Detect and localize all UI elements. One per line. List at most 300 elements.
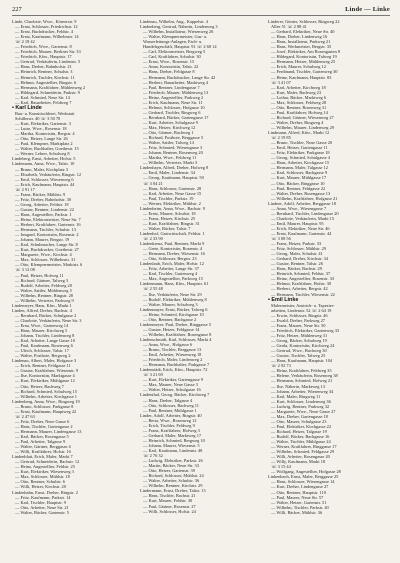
directory-entry: — Karl, Maler, Ringweg 11 xyxy=(271,393,321,399)
directory-entry: Malermeister, Anstrich- u. Tapezier- xyxy=(271,302,335,308)
directory-entry: — Walter, Postbote, Bergweg 2 xyxy=(15,353,71,359)
directory-entry: — Gerhard, Dreher, Kirchstr. 34 xyxy=(271,256,329,262)
directory-entry: — Friedrich, Wwe., Gartenstr. 8 xyxy=(15,44,72,50)
directory-entry: — Hans, Bäcker, Bachstr. 29 xyxy=(271,266,322,272)
directory-entry: — Ernst, Wwe., Rosenstr. 15 xyxy=(143,59,195,65)
business-heading: • Karl Linde xyxy=(12,104,42,111)
directory-entry: — Emil, Maurer, Hauptstr. 95 xyxy=(271,220,324,226)
directory-entry: Lindenheim, Anna, Wwe., Bachstr. 9 xyxy=(140,205,205,211)
directory-entry: — Gertrud, Wwe., Bachweg 30 xyxy=(271,348,327,354)
directory-entry: — Willi, Bäcker, Mühlstr. 36 xyxy=(271,509,323,515)
directory-entry: — Johann, Arbeiter, Wiesenweg 34 xyxy=(271,388,334,394)
directory-entry: — Gertrud, Schneiderin, Bachstr. 12 xyxy=(15,459,80,465)
directory-entry: — Hans, Maurer, Kirchweg 5 xyxy=(15,328,68,334)
directory-entry: — Franz, Kraftfahrer, Hofweg 3 xyxy=(143,427,200,433)
directory-entry: — Erich, Kaufmann, Neue Str. 11 xyxy=(143,99,203,105)
directory-entry: — Wilhelm, Kraftfahrer, Rosengasse 8 xyxy=(143,331,212,337)
directory-entry: — Kurt, Elektriker, Mühlgasse 12 xyxy=(15,378,75,384)
directory-entry: — Erich, Maurer, Schulweg 12 xyxy=(271,64,326,70)
directory-entry: — Berta, Wwe., Rosenweg 12 xyxy=(143,417,197,423)
column-3 xyxy=(268,19,390,515)
directory-entry: — Bruno, Schlosser, Parkgasse 8 xyxy=(15,403,74,409)
directory-entry: — Wilhelm, Rentner, Kirchstr. 29 xyxy=(143,483,203,489)
directory-entry: — Wilhelm, Arbeiter, Kirchgasse 1 xyxy=(15,393,77,399)
directory-entry: — Lothar, Bäcker, Marktweg 6 xyxy=(271,94,327,100)
directory-entry: Lindenstädt, Erich, Kfm., Hauptstr. 72 xyxy=(140,367,208,373)
directory-entry: — Walter, Buchhalter, Goethestr. 15 xyxy=(15,146,79,152)
directory-entry: — Walter, Maurer, Schulweg 3 xyxy=(143,301,198,307)
directory-entry: Lindenmeyer, Paul, Dreher, Ringgasse 5 xyxy=(140,321,211,327)
directory-entry: — Hermann, Buchhalter, Parkgasse 7 xyxy=(143,362,210,368)
directory-entry: Lindenblatt, Erich, Maler, Markt 7 xyxy=(12,454,73,460)
directory-entry: — Emil, Maler, Lindenstr. 34 xyxy=(143,170,195,176)
directory-entry: — Gerhard, Maler, Marktweg 17 xyxy=(143,432,202,438)
directory-entry: — Franz, Heizer, Parkstr. 33 xyxy=(271,241,322,247)
directory-entry: — Johann, Maurer, Bergstr. 19 xyxy=(15,237,70,243)
directory-entry: — Paul, Heizer, Hofweg 11 xyxy=(15,272,64,278)
directory-entry: — Hermann, Maler, Talgasse 12 xyxy=(271,165,328,171)
directory-entry: — Otto, Heizer, Lange Str. 26 xyxy=(15,136,68,142)
directory-entry: — Heinz, Kraftfahrer, Feldweg 35 xyxy=(271,368,332,374)
directory-entry: — Emil, Arbeiter, Wiesenweg 18 xyxy=(143,352,202,358)
directory-entry: — Gustav, Heizer, Feldgasse 14 xyxy=(143,326,200,332)
directory-entry: — Fritz, Schlosser, Mühlstr. 29 xyxy=(271,246,327,252)
directory-entry: — Richard, Heizer, Talgasse 19 xyxy=(271,428,327,434)
directory-entry: — Gerhard, Elektriker, Neue Str. 40 xyxy=(271,29,335,35)
directory-entry: — Hans, Dreher, Bahnhofstr. 21 xyxy=(15,64,72,70)
directory-entry: — Otto, Rentner, Schulstr. 6 xyxy=(15,479,65,485)
directory-entry: ☏ 3 41 07 xyxy=(271,79,291,85)
directory-entry: — Wilhelm, Tischler, Parkstr. 40 xyxy=(271,504,329,510)
directory-entry: — Luise, Wwe., Rosenstr. 18 xyxy=(15,126,67,132)
directory-entry: — Heinz, Angestellter, Parkweg 2 xyxy=(143,94,204,100)
directory-entry: — Wilhelm, Rentner, Ringstr. 28 xyxy=(15,292,73,298)
directory-entry: — Paul, Gärtner, Rosenstr. 27 xyxy=(143,503,196,509)
directory-entry: — Kurt, Maurer, Mühlgasse 17 xyxy=(271,175,327,181)
directory-entry: — Herbert, Kraftfahrer, Gartenstr. 16 xyxy=(15,222,81,228)
directory-entry: — Margarete, Wwe., Kirchstr. 4 xyxy=(15,252,72,258)
directory-entry: — Georg, Schmied, Schulgasse 4 xyxy=(271,155,330,161)
directory-entry: ☏ 3 12 08 xyxy=(15,267,35,273)
column-2 xyxy=(140,19,262,515)
directory-entry: — Hans, Dreher, Talgasse 4 xyxy=(143,397,193,403)
directory-entry: — Paul, Klempner, Marktplatz 2 xyxy=(15,141,73,147)
directory-entry: — Gustav, Tischler, Talweg 25 xyxy=(271,353,326,359)
directory-entry: — Johann, Tischler, Lindenweg 8 xyxy=(15,333,75,339)
directory-entry: Linkenbach, Ernst, Maler, Berggasse 25 xyxy=(268,474,339,480)
directory-entry: — Otto, Heizer, Gartenstr. 39 xyxy=(143,468,195,474)
directory-entry: — Rudolf, Bäcker, Bachgasse 16 xyxy=(271,434,330,439)
directory-entry: Bau- u. Kunsttischlerei, Werkstatt xyxy=(15,111,75,116)
directory-entry: — Paul, Arbeiter, Talgasse 9 xyxy=(15,439,66,445)
directory-entry: — Otto, Schlosser, Bachweg 11 xyxy=(143,402,199,408)
directory-entry: Lindenberg, Gertrud, Näherin, Lindenweg 3 xyxy=(140,24,218,30)
directory-entry: — Paul, Kraftfahrer, Hofweg 14 xyxy=(271,109,328,115)
directory-entry: — Werner, Lehrer, Schulweg 8 xyxy=(15,151,70,157)
directory-entry: — Erich, Elektriker, Neue Str. 46 xyxy=(271,225,330,231)
directory-entry: — Karl, Arbeiter, Lange Gasse 10 xyxy=(15,338,75,344)
directory-entry: — Gustav, Kraftfahrer, Wiesenstr. 9 xyxy=(15,368,79,374)
directory-entry: — Walter, Klempnermeister, Gas- u. xyxy=(143,34,208,40)
directory-entry: — Wilhelm, Installateur, Wiesenweg 26 xyxy=(143,29,214,35)
directory-entry: — Elisabeth, Verkäuferin, Ringstr. 12 xyxy=(15,171,82,177)
directory-entry: Lindenmayer, Ernst, Bäcker, Talweg 6 xyxy=(140,306,208,312)
directory-entry: arbeiten, Lindenstr. 52 ☏ 2 64 19 xyxy=(271,307,332,313)
directory-entry: — Fritz, Arbeiter, Lange Str. 37 xyxy=(143,266,199,272)
directory-entry: — Paul, Elektriker, Kirchgasse 22 xyxy=(271,423,332,429)
directory-entry: — Max, Heizer, Kirchweg 12 xyxy=(143,124,196,130)
directory-entry: — Hans, Tischler, Bachstr. 21 xyxy=(143,493,196,499)
directory-entry: — Otto, Bäcker, Ringgasse 10 xyxy=(271,180,325,186)
directory-entry: — Bernhard, Bäcker, Gartengasse 17 xyxy=(143,114,209,120)
directory-entry: — Willy, Kaufmann, Markt 18 xyxy=(271,459,326,465)
directory-entry: — Gustav, Rentner, Talstr. 26 xyxy=(271,261,323,267)
directory-entry: — Gertrud, Verkäuferin, Lindenstr. 5 xyxy=(15,59,81,65)
directory-entry: — Heinrich, Schmied, Bergweg 10 xyxy=(143,437,205,443)
directory-entry: — Georg, Arbeiter, Feldstr. 18 xyxy=(15,201,69,207)
directory-entry: — Otto, Schlosser, Bergstr. 23 xyxy=(143,256,197,262)
directory-entry: Lindenhayn, Alfred, Dreher, Hofweg 8 xyxy=(140,165,209,171)
directory-entry: — Ilse, Näherin, Marktweg 13 xyxy=(271,383,325,389)
directory-entry: — Carl, Elektromeister, Bergweg 5 xyxy=(143,49,206,55)
directory-entry: — Richard, Schmied, Schulweg 15 xyxy=(15,388,77,394)
directory-entry: ☏ 2 55 48 xyxy=(143,286,163,292)
directory-entry: — Willi, Heizer, Kirchstr. 20 xyxy=(15,484,66,490)
directory-entry: — Walter, Bäcker, Gartenstr. 5 xyxy=(15,509,69,515)
directory-entry: — Otto, Gärtner, Bachweg 1 xyxy=(143,130,194,136)
directory-entry: — Heinz, Schmied, Kirchgasse 10 xyxy=(143,311,204,317)
directory-entry: — Ewald, Dreher, Parkweg 27 xyxy=(271,317,325,323)
directory-entry: — Hans, Dreher, Feldgasse 8 xyxy=(143,69,195,75)
directory-entry: — Karl, Schmied, Neue Str. 14 xyxy=(15,94,70,100)
directory-entry: Lindenhahn, Ernst, Dreher, Ringstr. 2 xyxy=(12,489,78,495)
directory-entry: — Erich, Kaufmann, Hauptstr. 44 xyxy=(15,181,75,187)
page-number: 227 xyxy=(12,6,22,13)
directory-entry: Lindmann, Alfred, Kfm., Markt 12 xyxy=(268,130,330,136)
directory-entry: Handelsgeschäft, Hauptstr. 91 ☏ 2 68 14 xyxy=(143,44,217,50)
directory-entry: — Hermann, Maurer, Lindengasse 13 xyxy=(15,428,82,434)
directory-entry: — Walter, Sattler, Talweg 14 xyxy=(143,140,194,146)
directory-entry: — Paul, Maurer, Neue Str. 57 xyxy=(271,494,324,500)
directory-entry: ☏ 2 33 90 xyxy=(143,236,163,242)
directory-entry: — Werner, Elektriker, Mühlstr. 2 xyxy=(143,200,201,206)
directory-entry: — Heinz, Kaufmann, Hauptstr. 83 xyxy=(271,74,332,80)
directory-entry: — Heinz, Elektromeister, Neue Str. 7 xyxy=(15,216,81,222)
directory-entry: — Helmut, Kraftfahrer, Hofstr. 30 xyxy=(271,281,332,287)
directory-entry: — Karl, Schuhmacher, Lange Str. 8 xyxy=(15,242,78,248)
directory-entry: — Franz, Bäcker, Mühlstr. 9 xyxy=(15,191,66,197)
column-1 xyxy=(12,19,134,515)
directory-entry: — Hermann, Buchdrucker, Lange Str. 42 xyxy=(143,74,216,80)
directory-entry: Lindemeyer, Hans, Kfm., Markt 1 xyxy=(12,302,72,308)
directory-entry: — Heinrich, Tischler, Kirchstr. 11 xyxy=(15,74,75,80)
directory-entry: — Carl, Kraftfahrer, Schulstr. 30 xyxy=(143,54,201,60)
directory-entry: — Georg, Bäcker, Schulweg 19 xyxy=(271,338,327,344)
directory-entry: — Kurt, Buchdrucker, Goethestr. 27 xyxy=(15,247,79,253)
directory-entry: — Karl, Bauarbeiter, Feldweg 7 xyxy=(15,99,72,105)
directory-page xyxy=(12,6,390,558)
directory-entry: — Paul, Rentner, Feldgasse 22 xyxy=(271,185,326,191)
directory-entry: — Wilhelm, Vertreter, Markt 3 xyxy=(143,160,198,166)
directory-entry: — Kurt, Kraftfahrer, Ringstr. 31 xyxy=(143,220,200,226)
running-title: Linde — Linke xyxy=(345,6,390,13)
directory-entry: Lindenkreuz, Paul, Rentner, Markt 9 xyxy=(140,241,205,247)
directory-entry: — Gustav, Rentner, Lindenstr. 22 xyxy=(15,206,74,212)
directory-entry: ☏ 3 21 69 xyxy=(143,372,163,378)
directory-entry: — Helmut, Schlosser, Hofgasse 10 xyxy=(143,104,205,110)
directory-entry: Lindner, Adolf, Arbeiter, Berggasse 18 xyxy=(268,200,336,206)
directory-entry: — Max, Maurer, Neue Gasse 3 xyxy=(143,382,198,388)
directory-entry: — Hermann, Kraftfahrer, Mühlenweg 2 xyxy=(15,84,86,90)
directory-entry: — Anna, Wwe., Hofgasse 6 xyxy=(143,342,193,347)
directory-entry: — Anna, Wwe., Wiesengasse 7 xyxy=(271,205,327,211)
directory-entry: ☏ 3 04 21 xyxy=(143,180,163,186)
directory-entry: — Rudolf, Elektriker, Mühlenweg 8 xyxy=(143,296,207,302)
directory-entry: — Bruno, Tischler, Neue Gasse 20 xyxy=(271,140,333,146)
directory-entry: — Helene, Verkäuferin, Rosenweg 38 xyxy=(271,373,338,379)
directory-entry: — Hans, Angestellter, Parkstr. 1 xyxy=(15,211,72,217)
directory-entry: — Friedrich, Maurer, Berliner Str. 33 xyxy=(15,49,81,55)
directory-entry: — Kurt, Elektriker, Wiesenweg 3 xyxy=(15,469,74,475)
directory-entry: — Erich, Tischler, Feldweg 9 xyxy=(143,422,195,428)
directory-entry: — Kurt, Arbeiter, Schulgasse 9 xyxy=(143,119,198,125)
directory-entry: — Hildegard, Kontoristin, Talweg 19 xyxy=(271,54,337,60)
directory-entry: — Ernst, Buchdrucker, Feldstr. 4 xyxy=(15,29,73,35)
directory-entry: — Friedrich, Maurer, Mühlenweg 13 xyxy=(143,89,209,95)
directory-entry: — Fritz, Elektriker, Parkgasse 18 xyxy=(271,150,330,156)
directory-entry: — Hildegard, Schneiderin, Parkstr. 9 xyxy=(15,89,80,95)
directory-entry: Wasserleitungs-Anlagen, Fach- u. xyxy=(143,39,203,45)
directory-entry: — Walter, Bäcker, Talstr. 7 xyxy=(143,225,191,231)
directory-entry: — Hermann, Tischler, Schulstr. 13 xyxy=(15,227,76,233)
directory-entry: — Willi, Kraftfahrer, Hofstr. 16 xyxy=(15,449,71,455)
directory-entry: — Otto, Maurer, Schulgasse 23 xyxy=(271,418,327,424)
directory-entry: Linden, Alfred, Dreher, Bachstr. 4 xyxy=(12,307,72,313)
directory-entry: — Karl, Bäcker, Rosengasse 5 xyxy=(15,434,69,439)
directory-entry: ☏ 3 08 56 xyxy=(271,236,291,242)
directory-entry: ☏ 2 47 63 xyxy=(15,413,35,419)
directory-entry: — Walter, Heizer, Schulgasse 16 xyxy=(143,387,201,393)
directory-entry: Schillerstr. 40 ☏ 3 50 70 xyxy=(15,116,61,122)
directory-entry: — Herbert, Arbeiter, Bergstr. 42 xyxy=(271,286,328,292)
columns xyxy=(12,19,390,515)
directory-entry: — Friedrich, Elektriker, Gartenweg 33 xyxy=(271,328,340,334)
directory-entry: — Josef, Elektriker, Am Rosengarten 8 xyxy=(271,49,340,55)
directory-entry: — Ernst, Kaufmann, Hauptweg 22 xyxy=(15,408,77,414)
directory-entry: — Max, Dreher, Gartengasse 18 xyxy=(271,413,328,419)
directory-entry: — Hans, Werkmeister, Bergstr. 35 xyxy=(271,44,332,50)
directory-entry: — Helmut, Angestellter, Ringstr. 6 xyxy=(15,79,77,85)
directory-entry: — Martin, Bäcker, Neue Str. 33 xyxy=(143,463,199,469)
directory-entry: — Karl, Arbeiter, Kirchweg 18 xyxy=(271,84,326,90)
directory-entry: — Richard, Gärtner, Talweg 3 xyxy=(15,277,69,283)
directory-entry: — Margarete, Wwe., Neue Gasse 27 xyxy=(271,408,336,414)
directory-entry: — Werner, Kraftfahrer, Ringgasse 17 xyxy=(271,444,337,450)
directory-entry: — Ferdinand, Tischler, Gartenweg 30 xyxy=(271,69,338,75)
directory-entry: — Paul, Rentner, Lindengasse 7 xyxy=(143,84,200,90)
directory-entry: — Karl, Tischler, Gartenweg 4 xyxy=(143,271,198,277)
directory-entry: — Walter, Sattler, Mühlenweg 5 xyxy=(15,287,72,293)
directory-entry: — Ernst, Schlosser, Friedrichstr. 12 xyxy=(15,24,78,30)
directory-entry: — Bernhard, Tischler, Lindengasse 20 xyxy=(271,210,339,216)
directory-entry: Allee 51 ☏ 2 88 41 xyxy=(271,24,307,30)
directory-entry: ☏ 2 76 32 xyxy=(143,453,163,459)
directory-entry: Lindenschmidt, Karl, Schlosser, Markt 4 xyxy=(140,336,212,342)
directory-entry: — Heinrich, Schmied, Feldstr. 37 xyxy=(271,271,331,277)
directory-entry: — Hermann, Heizer, Mühlenweg 25 xyxy=(271,59,336,65)
directory-entry: — Erich, Rentner, Feldgasse 11 xyxy=(15,363,71,369)
directory-entry: — Fritz, Heizer, Mühlenweg 31 xyxy=(271,333,328,339)
directory-entry: — Friedrich, Kfm., Hauptstr. 17 xyxy=(15,54,72,60)
directory-entry: Lindeberg, Ernst, Arbeiter, Hofstr. 5 xyxy=(12,156,76,162)
directory-entry: — Wilhelm, Maurer, Lindenweg 29 xyxy=(271,124,334,130)
directory-entry: — Gerhard, Tischler, Ringweg 6 xyxy=(143,109,201,115)
directory-entry: — Hermann, Tischler, Wiesenstr. 22 xyxy=(271,291,335,297)
directory-entry: — Gerda, Kontoristin, Kirchweg 24 xyxy=(271,343,335,349)
directory-entry: — Walter, Arbeiter, Schulstr. 36 xyxy=(143,478,200,484)
directory-entry: — Karl, Tischler, Hauptstr. 9 xyxy=(15,499,66,505)
directory-entry: — Richard, Schlosser, Mühlstr. 24 xyxy=(143,473,204,479)
directory-entry: Lindenau, Albert, Maler, Hofgasse 3 xyxy=(12,358,77,364)
directory-entry: — Franz, Maurer, Neue Str. 50 xyxy=(271,322,326,328)
directory-entry: — Hans, Installateur, Parkweg 21 xyxy=(271,39,331,45)
directory-entry: — Richard, Gärtner, Wiesenweg 27 xyxy=(271,114,334,120)
directory-entry: — Walter, Tischler, Mühlgasse 24 xyxy=(271,439,331,445)
directory-entry: — Hermann, Schmied, Hofweg 21 xyxy=(271,378,333,384)
directory-entry: — Fritz, Kaufmann, Parkstr. 14 xyxy=(15,494,71,500)
directory-entry: Lindemann, Anna, Wwe., Talstr. 10 xyxy=(12,161,75,167)
directory-entry: ☏ 3 15 44 xyxy=(271,464,291,470)
directory-entry: — Herbert, Bauarbeiter, Marktweg 4 xyxy=(143,79,208,85)
directory-entry: — Otto, Rentner, Rosenweg 31 xyxy=(271,104,327,110)
directory-entry: — Erwin, Schlosser, Ringstr. 46 xyxy=(271,312,328,318)
directory-entry: — Martha, Wwe., Feldweg 11 xyxy=(143,155,197,161)
directory-entry: — Emil, Heizer, Gartengasse 11 xyxy=(271,145,328,151)
directory-entry: — Max, Schlosser, Mühlstr. 18 xyxy=(15,474,70,480)
directory-entry: Lindenlaub, Erich, Maler, Hofstr. 12 xyxy=(140,261,204,267)
directory-entry: — Kurt, Dreher, Lindengasse 27 xyxy=(271,484,329,490)
directory-entry: Lindenhof, Gastwirtschaft, Feldstr. 1 xyxy=(140,230,205,236)
directory-entry: — Ulrich, Schlosser, Talstr. 17 xyxy=(15,348,69,354)
directory-entry: — Kurt, Schlosser, Lindenweg 36 xyxy=(271,398,331,404)
directory-entry: — Kurt, Elektriker, Gartenstr. 3 xyxy=(15,121,71,127)
directory-entry: — Ludwig, Rentner, Parkweg 32 xyxy=(271,403,330,409)
directory-entry: — Otto, Arbeiter, Neue Str. 21 xyxy=(15,504,69,510)
directory-entry: — Hans, Tischler, Gartengasse 2 xyxy=(15,423,73,429)
directory-entry: — Wilhelm, Schmied, Feldgasse 29 xyxy=(271,449,335,455)
directory-entry: — Hans, Schlosser, Wiesengasse 14 xyxy=(271,479,335,485)
directory-entry: Linderer, Günter, Schlosser, Ringweg 22 xyxy=(268,19,340,24)
directory-entry: — Fritz, Schmied, Wiesengasse 3 xyxy=(143,145,203,151)
directory-entry: — Bernhard, Bäcker, Schulgasse 2 xyxy=(15,312,77,318)
directory-entry: Linde, Charlotte, Wwe., Körnerstr. 9 xyxy=(12,19,77,24)
directory-entry: — Wilhelm, Vertreter, Parkweg 9 xyxy=(15,297,74,303)
directory-entry: — Walter, Heizer, Gartenstr. 51 xyxy=(271,499,327,505)
directory-entry: — Paul, Tischler, Parkstr. 19 xyxy=(143,195,194,201)
directory-entry: ☏ 2 91 17 xyxy=(15,186,35,192)
directory-entry: — Ludwig, Elektriker, Parkstr. 26 xyxy=(143,458,203,464)
directory-entry: — Anna, Kontoristin, Talstr. 22 xyxy=(143,64,199,70)
directory-entry: — Ilse, Kontoristin, Marktgasse 4 xyxy=(15,373,75,379)
directory-entry: — Rudolf, Arbeiter, Feldweg 20 xyxy=(15,282,72,288)
directory-entry: — Otto, Klempnermeister, Marktstr. 6 xyxy=(15,262,83,268)
directory-entry: — Heinz, Angestellter, Rosenstr. 33 xyxy=(271,276,335,282)
directory-entry: — Kurt, Elektriker, Gartengasse 9 xyxy=(143,377,204,383)
directory-entry: — Karl, Kaufmann, Lindenstr. 48 xyxy=(143,447,203,453)
directory-entry: — Fritz, Dreher, Neue Gasse 6 xyxy=(15,418,70,424)
page-header xyxy=(12,6,390,16)
directory-entry: Linder, Adolf, Arbeiter, Ringstr. 40 xyxy=(140,412,202,418)
directory-entry: — Charlotte, Verkäuferin, Neue Str. 3 xyxy=(15,317,82,323)
directory-entry: — Bruno, Tischler, Berggasse 13 xyxy=(143,347,202,353)
business-heading: • Emil Linke xyxy=(268,296,299,303)
directory-entry: — Georg, Kaufmann, Hauptstr. 50 xyxy=(143,175,204,181)
directory-entry: — Karl, Schlosser, Bachgasse 9 xyxy=(271,170,328,176)
directory-entry: — Ernst, Kaufmann, Wilhelmstr. 14 xyxy=(15,34,79,40)
directory-entry: — Hans, Kaufmann, Hauptstr. 104 xyxy=(271,358,333,364)
directory-entry: — Emil, Schlosser, Wiesenweg 6 xyxy=(15,176,74,182)
directory-entry: — Walter, Dreher, Ringweg 4 xyxy=(271,119,324,125)
directory-entry: — Max, Schlosser, Feldweg 28 xyxy=(271,99,327,105)
directory-entry: — Georg, Maler, Schulstr. 41 xyxy=(271,251,323,257)
directory-entry: — Otto, Rentner, Bachgasse 2 xyxy=(143,316,197,322)
directory-entry: — Friedrich, Maler, Lindenweg 2 xyxy=(143,357,203,363)
directory-entry: — Bruno, Maler, Kirchplatz 3 xyxy=(15,166,68,172)
directory-entry: — Erna, Wwe., Gartenweg 14 xyxy=(15,322,69,328)
directory-entry: — Ernst, Kaufmann, Gartenstr. 44 xyxy=(271,230,332,236)
directory-entry: — Otto, Heizer, Bachweg 7 xyxy=(15,383,64,389)
directory-entry: — Paul, Rentner, Mühlgasse 1 xyxy=(143,407,197,413)
directory-entry: — Johann, Maurer, Wiesenstr. 5 xyxy=(143,442,200,448)
directory-entry: — Wolfgang, Angestellter, Hofgasse 28 xyxy=(271,469,341,475)
directory-entry: — Johann, Rentner, Rosenweg 20 xyxy=(143,150,203,156)
directory-entry: Lindermann, Ernst, Dreher, Talstr. 13 xyxy=(140,488,206,494)
directory-entry: — Fritz, Dreher, Bahnhofstr. 30 xyxy=(15,196,72,202)
directory-entry: — Wilhelm, Kraftfahrer, Hofgasse 21 xyxy=(271,195,338,201)
directory-entry: — Max, Angestellter, Parkweg 15 xyxy=(143,276,203,282)
directory-entry: — Walter, Gärtner, Berggasse 4 xyxy=(15,444,71,450)
directory-entry: Lindenthal, Georg, Bäcker, Kirchweg 7 xyxy=(140,392,210,398)
directory-entry: — Willi, Schlosser, Hofstr. 24 xyxy=(143,508,196,514)
directory-entry: — Hans, Dreher, Lindenweg 16 xyxy=(271,34,328,40)
directory-entry: — Kurt, Maurer, Feldstr. 30 xyxy=(143,498,193,504)
directory-entry: Lindenau, Wilhelm, Ang., Kappelstr. 4 xyxy=(140,19,208,24)
directory-entry: — Willi, Arbeiter, Rosengasse 20 xyxy=(271,454,330,460)
directory-entry: — Walter, Dreher, Rosengasse 13 xyxy=(271,190,331,196)
directory-entry: — Max, Schlosser, Wilhelmstr. 31 xyxy=(15,257,76,263)
directory-entry: Lindenberg, Anna, Wwe., Ringweg 19 xyxy=(12,398,80,404)
directory-entry: — Ilse, Verkäuferin, Neue Str. 29 xyxy=(143,291,202,297)
directory-entry: — Ernst, Maurer, Schulstr. 18 xyxy=(143,210,196,216)
directory-entry: — Karl, Arbeiter, Neue Gasse 15 xyxy=(143,190,202,196)
directory-entry: — Franz, Heizer, Kirchstr. 25 xyxy=(143,215,196,221)
directory-entry: — Otto, Rentner, Hauptstr. 110 xyxy=(271,489,326,495)
directory-entry: ☏ 2 92 73 xyxy=(271,363,291,369)
directory-entry: — Hermann, Dreher, Wiesenstr. 16 xyxy=(143,251,205,257)
directory-entry: — Richard, Postbote, Berggasse 5 xyxy=(143,135,204,141)
directory-entry: ☏ 2 18 42 xyxy=(15,39,35,45)
directory-entry: — Heinz, Angestellter, Feldstr. 25 xyxy=(15,464,75,470)
directory-entry: — Heinrich, Rentner, Schulstr. 3 xyxy=(15,69,73,75)
directory-entry: Lindenmann, Hans, Kfm., Hauptstr. 61 xyxy=(140,281,209,287)
directory-entry: — Kurt, Maler, Bachweg 23 xyxy=(271,89,322,95)
directory-entry: — Hans, Arbeiter, Kirchgasse 15 xyxy=(271,160,330,166)
directory-entry: — Paul, Kaufmann, Rosenweg 6 xyxy=(15,343,73,349)
directory-entry: — Charlotte, Verkäuferin, Markt 15 xyxy=(271,215,335,221)
directory-entry: — Hans, Schlosser, Gartenstr. 28 xyxy=(143,185,202,191)
directory-entry: ☏ 2 19 85 xyxy=(271,135,291,141)
directory-entry: — Martha, Kontoristin, Bergstr. 4 xyxy=(15,131,75,137)
